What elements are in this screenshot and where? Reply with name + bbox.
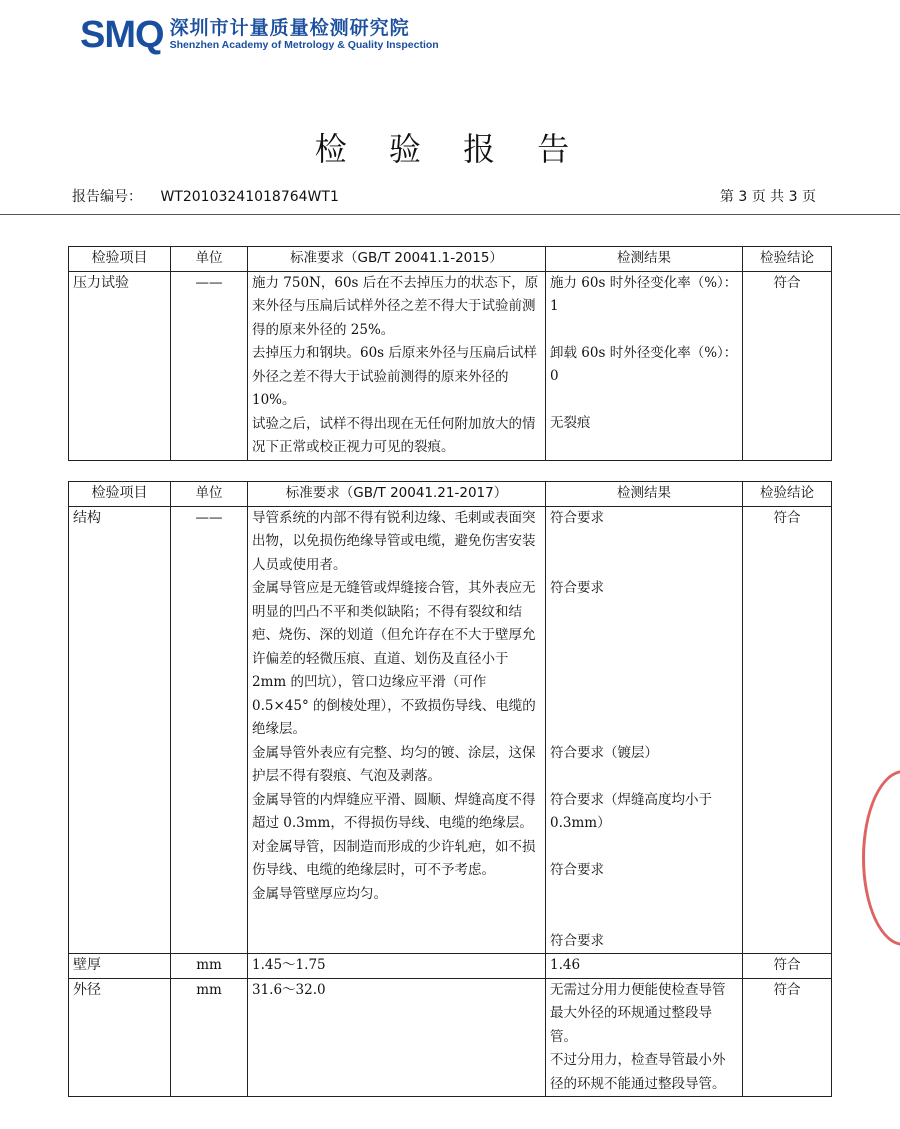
header-requirement: 标准要求（GB/T 20041.1-2015） [248, 247, 546, 272]
item-cell: 外径 [69, 978, 171, 1097]
result-text: 无需过分用力便能使检查导管最大外径的环规通过整段导管。 [550, 981, 726, 1045]
requirement-text: 导管系统的内部不得有锐利边缘、毛刺或表面突出物，以免损伤绝缘导管或电缆，避免伤害安装人员或使用者。 [252, 509, 536, 573]
report-number-label: 报告编号： [72, 189, 142, 205]
result-text: 符合要求 [550, 509, 604, 526]
requirement-text: 金属导管壁厚应均匀。 [252, 885, 387, 902]
org-logo [80, 12, 439, 58]
requirement-text: 金属导管外表应有完整、均匀的镀、涂层，这保护层不得有裂痕、气泡及剥落。 [252, 744, 536, 784]
requirement-cell: 31.6～32.0 [248, 978, 546, 1097]
header-item: 检验项目 [69, 482, 171, 507]
result-text: 卸载 60s 时外径变化率（%）：0 [550, 344, 738, 384]
table-row [69, 954, 832, 979]
conclusion-cell: 符合 [743, 978, 832, 1097]
unit-cell: mm [171, 978, 248, 1097]
item-cell: 壁厚 [69, 954, 171, 979]
conclusion-cell: 符合 [743, 506, 832, 954]
result-cell [546, 978, 743, 1097]
unit-cell: mm [171, 954, 248, 979]
table-header-row [69, 482, 832, 507]
requirement-text: 金属导管的内焊缝应平滑、圆顺、焊缝高度不得超过 0.3mm，不得损伤导线、电缆的绝缘层。 [252, 791, 536, 831]
result-cell: 1.46 [546, 954, 743, 979]
requirement-text: 试验之后，试样不得出现在无任何附加放大的情况下正常或校正视力可见的裂痕。 [252, 415, 536, 455]
header-result: 检测结果 [546, 247, 743, 272]
requirement-text: 金属导管应是无缝管或焊缝接合管，其外表应无明显的凹凸不平和类似缺陷；不得有裂纹和结疤、烧伤、深的划道（但允许存在不大于壁厚允许偏差的轻微压痕、直道、划伤及直径小于 2mm 的凹坑），管口边缘应平滑（可作 0.5×45° 的倒棱处理），不致损伤导线、电缆的绝缘层。 [252, 580, 536, 737]
header-conclusion: 检验结论 [743, 247, 832, 272]
requirement-text: 对金属导管，因制造而形成的少许轧疤，如不损伤导线、电缆的绝缘层时，可不予考虑。 [252, 838, 536, 878]
table-row [69, 506, 832, 954]
logo-mark: SMQ [80, 14, 164, 56]
result-text: 符合要求 [550, 580, 604, 596]
conclusion-cell: 符合 [743, 271, 832, 460]
header-requirement: 标准要求（GB/T 20041.21-2017） [248, 482, 546, 507]
requirement-cell [248, 271, 546, 460]
result-text: 施力 60s 时外径变化率（%）：1 [550, 274, 738, 314]
result-text: 不过分用力，检查导管最小外径的环规不能通过整段导管。 [550, 1052, 726, 1092]
header-item: 检验项目 [69, 247, 171, 272]
header-divider [0, 214, 900, 215]
result-text: 符合要求 [550, 862, 604, 878]
unit-cell: —— [171, 271, 248, 460]
result-cell [546, 271, 743, 460]
report-number: WT20103241018764WT1 [160, 189, 339, 205]
result-text: 符合要求（镀层） [550, 744, 658, 761]
header-unit: 单位 [171, 482, 248, 507]
result-text: 符合要求 [550, 932, 604, 949]
requirement-cell [248, 506, 546, 954]
table-row [69, 978, 832, 1097]
result-text: 符合要求（焊缝高度均小于 0.3mm） [550, 791, 712, 831]
org-name-en: Shenzhen Academy of Metrology & Quality Inspection [169, 39, 439, 52]
org-name-cn: 深圳市计量质量检测研究院 [169, 16, 410, 39]
pressure-test-table [68, 246, 832, 461]
conduit-test-table [68, 481, 832, 1097]
report-meta [72, 186, 816, 206]
page-title: 检 验 报 告 [314, 130, 586, 168]
header-unit: 单位 [171, 247, 248, 272]
requirement-cell: 1.45～1.75 [248, 954, 546, 979]
official-seal [862, 770, 900, 946]
item-cell: 压力试验 [69, 271, 171, 460]
header-conclusion: 检验结论 [743, 482, 832, 507]
table-header-row [69, 247, 832, 272]
unit-cell: —— [171, 506, 248, 954]
header-result: 检测结果 [546, 482, 743, 507]
item-cell: 结构 [69, 506, 171, 954]
result-cell [546, 506, 743, 954]
table-row [69, 271, 832, 460]
conclusion-cell: 符合 [743, 954, 832, 979]
page-info: 第 3 页 共 3 页 [719, 189, 816, 205]
requirement-text: 去掉压力和钢块。60s 后原来外径与压扁后试样外径之差不得大于试验前测得的原来外径的 10%。 [252, 345, 537, 408]
requirement-text: 施力 750N，60s 后在不去掉压力的状态下，原来外径与压扁后试样外径之差不得大于试验前测得的原来外径的 25%。 [252, 274, 539, 338]
result-text: 无裂痕 [550, 414, 591, 431]
